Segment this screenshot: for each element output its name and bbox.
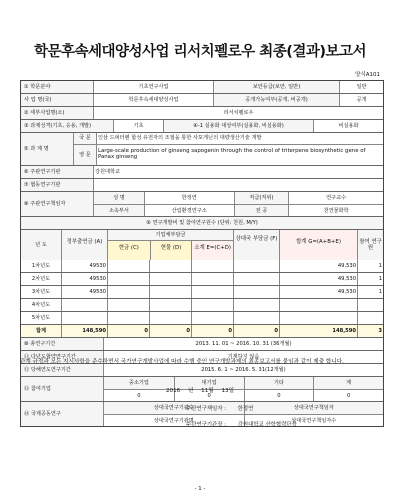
col-year: 년 도 — [21, 230, 61, 260]
head-sig-label: 주관연구기관장 : — [186, 422, 226, 428]
ko-label: 국 문 — [74, 133, 96, 144]
col-local: 상대국 부담금 (F) — [233, 230, 279, 260]
funding-row — [21, 311, 383, 324]
year-local — [233, 299, 279, 311]
sum-sub: 0 — [191, 325, 233, 337]
value: 강원대학교 — [93, 166, 383, 178]
value: 기초연구사업 — [93, 81, 213, 93]
year-gov: 49530 — [61, 260, 107, 272]
practical-value: 비실용화 — [313, 120, 383, 132]
other-value: 0 — [244, 390, 314, 401]
year-cash — [107, 286, 149, 298]
year-cash — [107, 312, 149, 324]
year-label: 5차년도 — [31, 315, 51, 321]
sum-cash: 0 — [107, 325, 149, 337]
public-value: 공개 — [339, 94, 383, 106]
label: ⑫ 당해연도연구기간 — [21, 364, 103, 376]
sum-kind: 0 — [149, 325, 191, 337]
year-people: 1 — [357, 273, 383, 285]
sum-total: 148,590 — [279, 325, 357, 337]
row-detail — [21, 106, 383, 119]
year-gov — [61, 312, 107, 324]
intl-count-label: 상대국연구기관수 — [104, 402, 244, 414]
dept-label: 소속부서 — [94, 205, 144, 216]
report-title: 학문후속세대양성사업 리서치펠로우 최종(결과)보고서 — [33, 44, 366, 60]
row-period — [21, 337, 383, 350]
row-researcher — [21, 191, 383, 216]
statement: 관계 규정과 모든 지시사항을 준수하면서 국가연구개발사업에 따라 수행 중인 연구개발과제의 최종보고서를 붙임과 같이 제출 합니다. — [20, 359, 344, 365]
sum-label: 합계 — [35, 328, 47, 334]
label: ③ 과제성격(기초, 응용, 개발) — [21, 120, 113, 132]
intl-lead-count: 상대국연구책임자수 — [244, 415, 384, 426]
col-cash: 현금 (C) — [108, 241, 150, 260]
funding-row — [21, 272, 383, 285]
label: ⑧ 주관연구책임자 — [21, 192, 93, 216]
head-signature — [186, 420, 297, 428]
year-total — [279, 312, 357, 324]
value: 2013. 11. 01 ~ 2016. 10. 31 (36개월) — [103, 338, 383, 350]
year-sub — [191, 260, 233, 272]
sme-value: 0 — [137, 393, 141, 399]
label: ⑬ 참여기업 — [21, 377, 103, 401]
value: 리서치펠로우 — [93, 107, 383, 119]
form-code: 양식A101 — [355, 72, 380, 78]
year-local — [233, 260, 279, 272]
year-kind — [149, 299, 191, 311]
year-kind — [149, 273, 191, 285]
researcher-sig-label: 주관연구책임자 : — [186, 406, 226, 412]
pos-label: 직급(직위) — [234, 192, 289, 204]
year-kind — [149, 312, 191, 324]
value: 기재하지 않음 — [103, 351, 383, 363]
year-total — [279, 299, 357, 311]
date-year: 2016 년 — [165, 388, 194, 394]
sum-people: 3 — [357, 325, 383, 337]
label: ⑩ 총연구기간 — [21, 338, 103, 350]
head-sig-name: 강원대학교 산학협력단장 — [237, 422, 297, 428]
row-collab — [21, 178, 383, 191]
year-gov — [61, 299, 107, 311]
sme-label: 중소기업 — [104, 377, 174, 389]
researcher-sig-name: 한정연 — [237, 406, 254, 412]
total-value: 0 — [313, 390, 383, 401]
year-people: 1 — [357, 286, 383, 298]
intl-institution: 상대국연구기관명 — [153, 418, 194, 424]
year-people — [357, 312, 383, 324]
report-form — [20, 80, 384, 427]
row-project — [21, 93, 383, 106]
col-total: 합계 G=(A+B+E) — [279, 230, 357, 260]
report-date — [0, 386, 400, 394]
label: ⑥ 주관연구기관 — [21, 166, 93, 178]
date-month: 11월 — [201, 388, 214, 394]
sum-local: 0 — [233, 325, 279, 337]
year-sub — [191, 312, 233, 324]
col-sub: 소계 E=(C+D) — [191, 241, 233, 260]
intl-lead-label: 상대국연구책임자 — [244, 402, 384, 414]
sum-gov: 148,590 — [61, 325, 107, 337]
label: ① 학문분야 — [21, 81, 93, 93]
funding-columns — [21, 229, 383, 260]
large-label: 대기업 — [174, 377, 244, 389]
security-value: 일반 — [339, 81, 383, 93]
nature-value: 기초 — [113, 120, 163, 132]
year-label: 3차년도 — [31, 289, 51, 295]
value — [93, 179, 383, 191]
year-kind — [149, 260, 191, 272]
total-label: 계 — [313, 377, 383, 389]
row-institution — [21, 165, 383, 178]
value: 학문후속세대양성사업 — [93, 94, 213, 106]
year-sub — [191, 299, 233, 311]
label: ⑦ 협동연구기관 — [21, 179, 93, 191]
large-value: 0 — [174, 390, 244, 401]
funding-row — [21, 285, 383, 298]
label: ② 세부사업명(소) — [21, 107, 93, 119]
year-label: 2차년도 — [31, 276, 51, 282]
value: 2015. 6. 1 ~ 2016. 5. 31(12개월) — [103, 364, 383, 376]
researcher-name: 한정연 — [144, 192, 234, 204]
year-total: 49,530 — [279, 260, 357, 272]
label: ⑤ 과 제 명 — [21, 133, 73, 165]
year-gov: 49530 — [61, 286, 107, 298]
researcher-signature — [186, 404, 253, 412]
researcher-position: 연구교수 — [288, 192, 383, 204]
col-corp: 기업체부담금 — [108, 230, 233, 241]
year-gov: 49530 — [61, 273, 107, 285]
funding-rows — [21, 260, 383, 324]
col-kind: 현물 (D) — [150, 241, 192, 260]
researcher-major: 천연물화학 — [288, 205, 383, 216]
label: 사 업 명(국) — [21, 94, 93, 106]
row-nature — [21, 119, 383, 132]
task-ko: 인삼 드퍼터펜 합성 유전자의 조절을 통한 사포게닌의 대량생산기술 개발 — [96, 133, 383, 144]
year-people: 1 — [357, 260, 383, 272]
year-local — [233, 273, 279, 285]
task-en: Large-scale production of ginseng sapogenin through the control of triterpene biosynthetic gene of Panax ginseng — [96, 145, 383, 165]
year-total: 49,530 — [279, 273, 357, 285]
row-classification — [21, 81, 383, 93]
other-label: 기타 — [244, 377, 314, 389]
funding-row — [21, 260, 383, 272]
funding-sum-row — [21, 324, 383, 337]
en-label: 영 문 — [74, 145, 96, 165]
name-label: 성 명 — [94, 192, 144, 204]
year-cash — [107, 299, 149, 311]
funding-header — [21, 216, 383, 229]
label: ⑭ 국제공동연구 — [21, 402, 103, 426]
year-local — [233, 286, 279, 298]
major-label: 전 공 — [234, 205, 289, 216]
funding-title: ⑨ 연구개발비 및 참여연구원수 (단위: 천원, M/Y) — [146, 220, 258, 226]
row-task — [21, 132, 383, 165]
year-kind — [149, 286, 191, 298]
year-total: 49,530 — [279, 286, 357, 298]
year-label: 1차년도 — [31, 263, 51, 269]
year-cash — [107, 273, 149, 285]
year-people — [357, 299, 383, 311]
practical-label: ④-1 실용화 대상여부(실용화, 비실용화) — [163, 120, 313, 132]
researcher-dept: 산림환경연구소 — [144, 205, 234, 216]
label: ⑪ 다년도협약연구기간 — [21, 351, 103, 363]
col-gov: 정부출연금 (A) — [61, 230, 107, 260]
year-label: 4차년도 — [31, 302, 51, 308]
year-local — [233, 312, 279, 324]
funding-row — [21, 298, 383, 311]
col-people: 참여 연구원 — [357, 230, 383, 260]
page-number: - 1 - — [194, 486, 206, 492]
year-cash — [107, 260, 149, 272]
year-sub — [191, 273, 233, 285]
year-sub — [191, 286, 233, 298]
date-day: 13일 — [221, 388, 235, 394]
security-label: 보안등급(보안, 일반) — [213, 81, 339, 93]
public-label: 공개가능여부(공개, 비공개) — [213, 94, 339, 106]
